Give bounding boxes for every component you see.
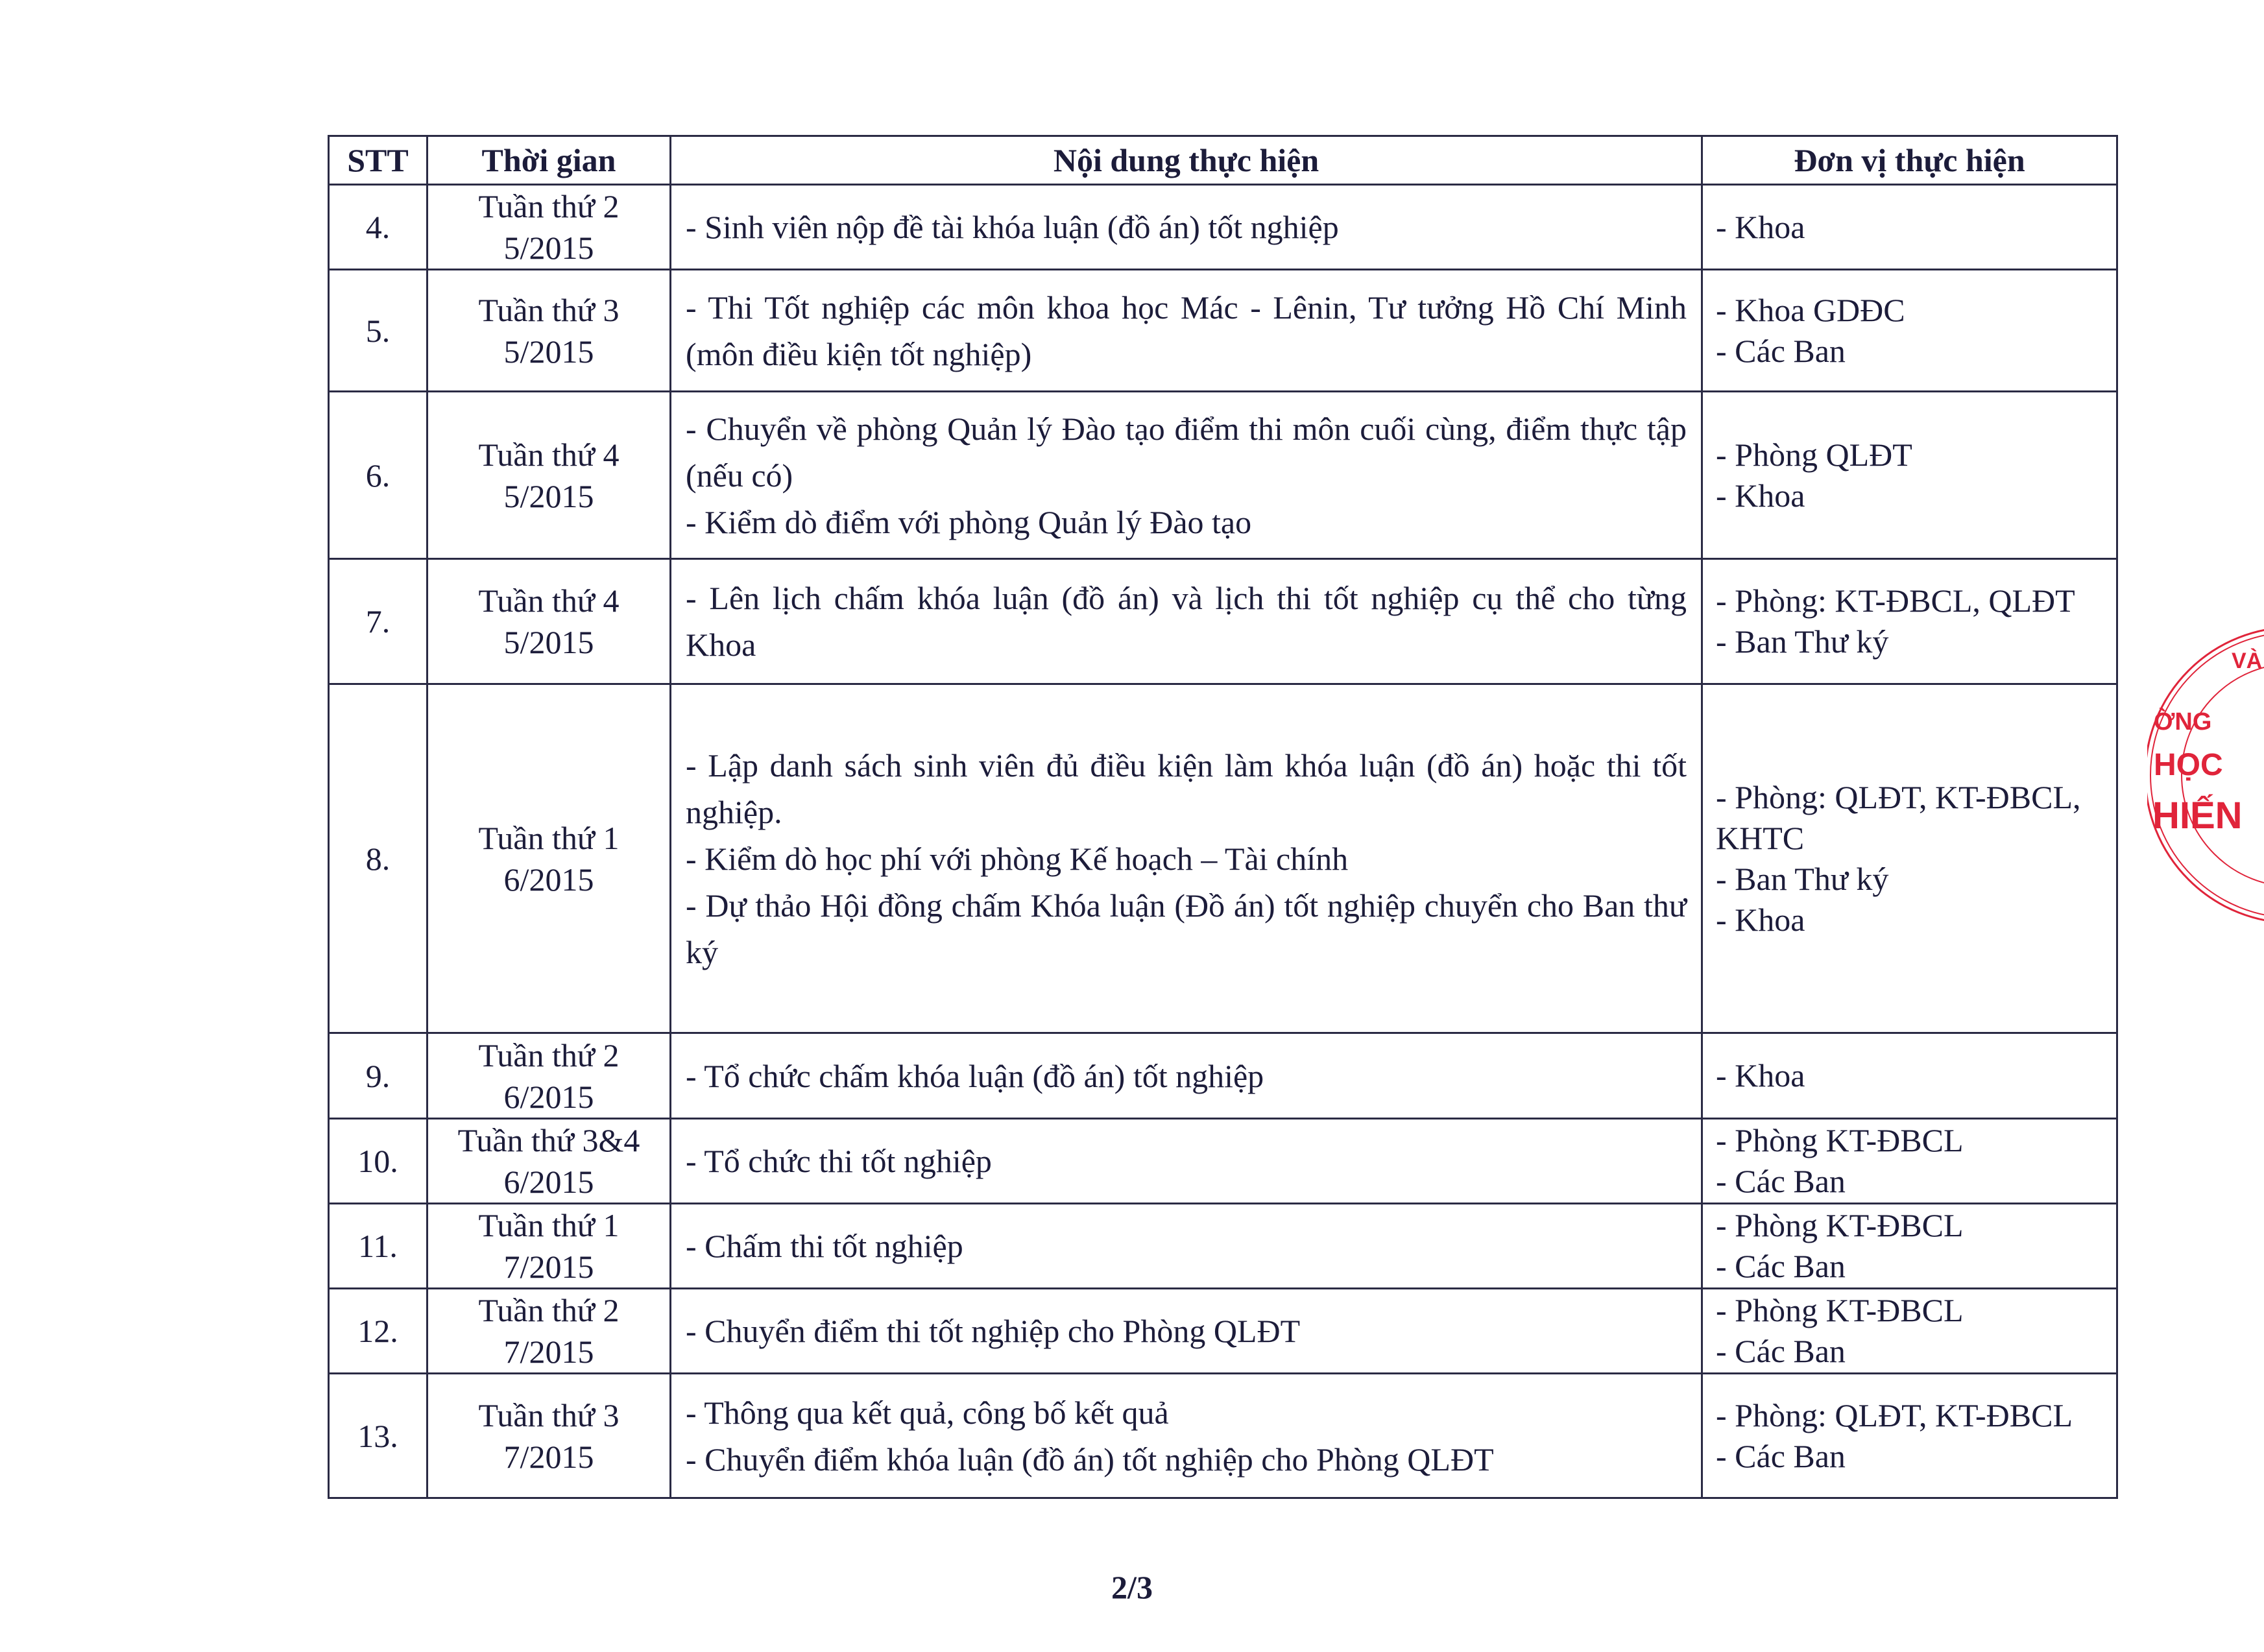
seal-text-3: HIẾN [2152,795,2243,837]
unit-item: - Phòng KT-ĐBCL [1716,1292,1964,1328]
row-time [428,392,671,559]
time-month: 5/2015 [503,624,594,660]
row-content [671,392,1702,559]
row-stt: 5. [329,270,428,392]
row-stt: 11. [329,1204,428,1289]
row-units [1702,559,2117,684]
row-time [428,1289,671,1374]
time-month: 6/2015 [503,1078,594,1115]
time-week: Tuần thứ 3&4 [457,1122,640,1158]
seal-text-1: ỜNG [2154,708,2212,736]
row-units [1702,1289,2117,1374]
table-row [329,1033,2117,1119]
unit-item: - Các Ban [1716,1248,1846,1284]
time-month: 7/2015 [503,1249,594,1285]
row-content [671,1119,1702,1204]
schedule-table [328,135,2118,1499]
table-row [329,1374,2117,1498]
table-row [329,1119,2117,1204]
unit-item: - Khoa [1716,901,1805,938]
time-week: Tuần thứ 4 [478,436,620,473]
table-row [329,185,2117,270]
table-row [329,559,2117,684]
row-content [671,1033,1702,1119]
unit-item: - Các Ban [1716,1163,1846,1199]
unit-item: - Phòng QLĐT [1716,436,1912,473]
seal-text-top: VÀ [2232,649,2263,673]
content-item: - Tổ chức thi tốt nghiệp [686,1143,992,1179]
content-item: - Thi Tốt nghiệp các môn khoa học Mác - Lênin, Tư tưởng Hồ Chí Minh (môn điều kiện tốt nghiệp) [686,289,1687,372]
time-week: Tuần thứ 1 [478,819,620,856]
unit-item: - Phòng: QLĐT, KT-ĐBCL, KHTC [1716,778,2081,856]
row-time [428,1204,671,1289]
unit-item: - Khoa [1716,208,1805,245]
unit-item: - Ban Thư ký [1716,623,1889,660]
unit-item: - Các Ban [1716,1333,1846,1369]
table-row [329,1204,2117,1289]
row-stt: 10. [329,1119,428,1204]
time-week: Tuần thứ 2 [478,1036,620,1073]
unit-item: - Phòng: QLĐT, KT-ĐBCL [1716,1396,2073,1433]
row-units [1702,1119,2117,1204]
row-content [671,684,1702,1033]
row-units [1702,185,2117,270]
unit-item: - Ban Thư ký [1716,860,1889,897]
content-item: - Kiểm dò học phí với phòng Kế hoạch – Tài chính [686,840,1349,877]
time-month: 5/2015 [503,230,594,266]
row-content [671,1374,1702,1498]
time-week: Tuần thứ 4 [478,582,620,619]
content-item: - Chấm thi tốt nghiệp [686,1228,963,1264]
row-content [671,1289,1702,1374]
time-month: 5/2015 [503,477,594,514]
row-units [1702,392,2117,559]
table-row [329,684,2117,1033]
row-stt: 9. [329,1033,428,1119]
row-content [671,1204,1702,1289]
row-stt: 7. [329,559,428,684]
row-stt: 6. [329,392,428,559]
content-item: - Sinh viên nộp đề tài khóa luận (đồ án) tốt nghiệp [686,209,1339,245]
unit-item: - Phòng KT-ĐBCL [1716,1207,1964,1243]
table-row [329,1289,2117,1374]
row-time [428,1119,671,1204]
header-unit: Đơn vị thực hiện [1702,136,2117,185]
time-week: Tuần thứ 3 [478,291,620,328]
row-units [1702,684,2117,1033]
table-header-row [329,136,2117,185]
content-item: - Chuyển về phòng Quản lý Đào tạo điểm thi môn cuối cùng, điểm thực tập (nếu có) [686,410,1687,494]
time-month: 7/2015 [503,1334,594,1370]
table-row [329,270,2117,392]
row-units [1702,270,2117,392]
header-content: Nội dung thực hiện [671,136,1702,185]
seal-text-2: HỌC [2154,748,2223,782]
content-item: - Kiểm dò điểm với phòng Quản lý Đào tạo [686,503,1252,540]
time-month: 6/2015 [503,861,594,898]
row-time [428,1374,671,1498]
unit-item: - Khoa [1716,1057,1805,1094]
time-month: 5/2015 [503,333,594,370]
row-units [1702,1033,2117,1119]
content-item: - Tổ chức chấm khóa luận (đồ án) tốt nghiệp [686,1057,1264,1094]
unit-item: - Phòng: KT-ĐBCL, QLĐT [1716,582,2075,619]
unit-item: - Các Ban [1716,1437,1846,1474]
content-item: - Lập danh sách sinh viên đủ điều kiện làm khóa luận (đồ án) hoặc thi tốt nghiệp. [686,747,1687,830]
red-seal-stamp [2147,619,2264,931]
row-time [428,185,671,270]
header-stt: STT [329,136,428,185]
row-units [1702,1204,2117,1289]
content-item: - Chuyển điểm khóa luận (đồ án) tốt nghiệp cho Phòng QLĐT [686,1441,1494,1478]
row-time [428,559,671,684]
row-stt: 4. [329,185,428,270]
row-stt: 13. [329,1374,428,1498]
row-time [428,270,671,392]
table-body [329,185,2117,1498]
content-item: - Lên lịch chấm khóa luận (đồ án) và lịch thi tốt nghiệp cụ thể cho từng Khoa [686,580,1687,663]
page-number: 2/3 [1111,1569,1153,1605]
time-month: 7/2015 [503,1438,594,1475]
time-month: 6/2015 [503,1164,594,1200]
row-units [1702,1374,2117,1498]
content-item: - Dự thảo Hội đồng chấm Khóa luận (Đồ án) tốt nghiệp chuyển cho Ban thư ký [686,887,1687,970]
unit-item: - Khoa GDĐC [1716,291,1905,328]
row-content [671,185,1702,270]
time-week: Tuần thứ 1 [478,1207,620,1243]
header-time: Thời gian [428,136,671,185]
table-row [329,392,2117,559]
row-content [671,559,1702,684]
content-item: - Chuyển điểm thi tốt nghiệp cho Phòng QLĐT [686,1313,1301,1349]
time-week: Tuần thứ 3 [478,1396,620,1433]
unit-item: - Các Ban [1716,332,1846,369]
content-item: - Thông qua kết quả, công bố kết quả [686,1394,1169,1431]
row-content [671,270,1702,392]
row-stt: 8. [329,684,428,1033]
row-stt: 12. [329,1289,428,1374]
row-time [428,1033,671,1119]
row-time [428,684,671,1033]
unit-item: - Phòng KT-ĐBCL [1716,1122,1964,1158]
time-week: Tuần thứ 2 [478,1292,620,1328]
time-week: Tuần thứ 2 [478,188,620,224]
unit-item: - Khoa [1716,477,1805,514]
